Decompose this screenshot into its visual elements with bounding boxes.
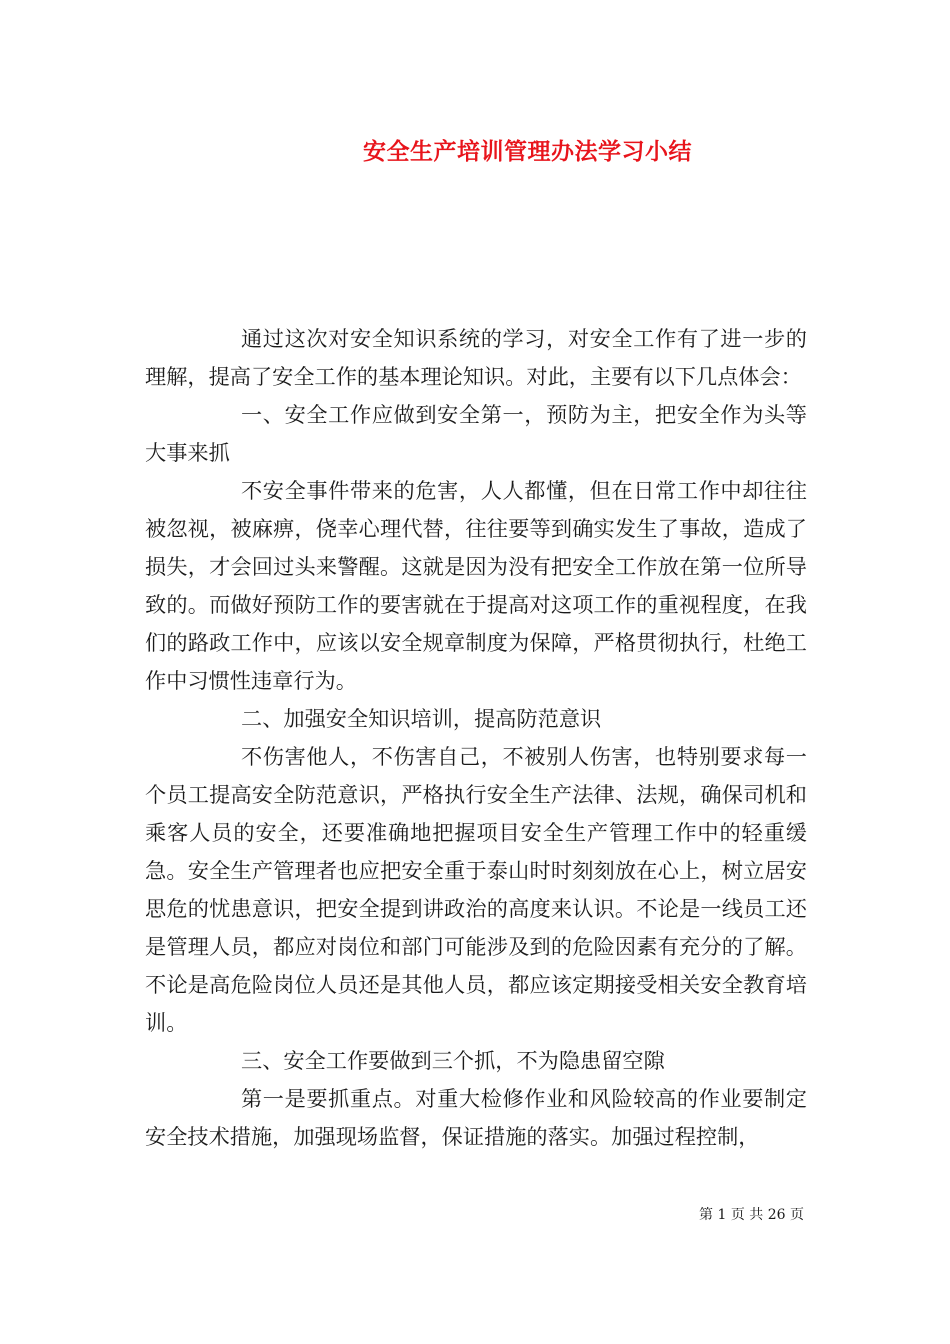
paragraph-section-3: 第一是要抓重点。对重大检修作业和风险较高的作业要制定安全技术措施，加强现场监督，保证措施的落实。加强过程控制， (145, 1086, 807, 1149)
document-body (145, 320, 807, 1156)
paragraph-intro: 通过这次对安全知识系统的学习，对安全工作有了进一步的理解，提高了安全工作的基本理论知识。对此，主要有以下几点体会： (145, 326, 807, 389)
paragraph-section-2: 不伤害他人，不伤害自己，不被别人伤害，也特别要求每一个员工提高安全防范意识，严格执行安全生产法律、法规，确保司机和乘客人员的安全，还要准确地把握项目安全生产管理工作中的轻重缓急。安全生产管理者也应把安全重于泰山时时刻刻放在心上，树立居安思危的忧患意识，把安全提到讲政治的高度来认识。不论是一线员工还是管理人员，都应对岗位和部门可能涉及到的危险因素有充分的了解。不论是高危险岗位人员还是其他人员，都应该定期接受相关安全教育培训。 (145, 744, 807, 1035)
section-heading-1: 一、安全工作应做到安全第一，预防为主，把安全作为头等大事来抓 (145, 402, 807, 465)
section-heading-3: 三、安全工作要做到三个抓，不为隐患留空隙 (241, 1048, 665, 1073)
page-number: 第 1 页 共 26 页 (699, 1207, 804, 1223)
paragraph-section-1: 不安全事件带来的危害，人人都懂，但在日常工作中却往往被忽视，被麻痹，侥幸心理代替，往往要等到确实发生了事故，造成了损失，才会回过头来警醒。这就是因为没有把安全工作放在第一位所导致的。而做好预防工作的要害就在于提高对这项工作的重视程度，在我们的路政工作中，应该以安全规章制度为保障，严格贯彻执行，杜绝工作中习惯性违章行为。 (145, 478, 807, 693)
document-title: 安全生产培训管理办法学习小结 (363, 138, 692, 165)
section-heading-2: 二、加强安全知识培训，提高防范意识 (241, 706, 602, 731)
